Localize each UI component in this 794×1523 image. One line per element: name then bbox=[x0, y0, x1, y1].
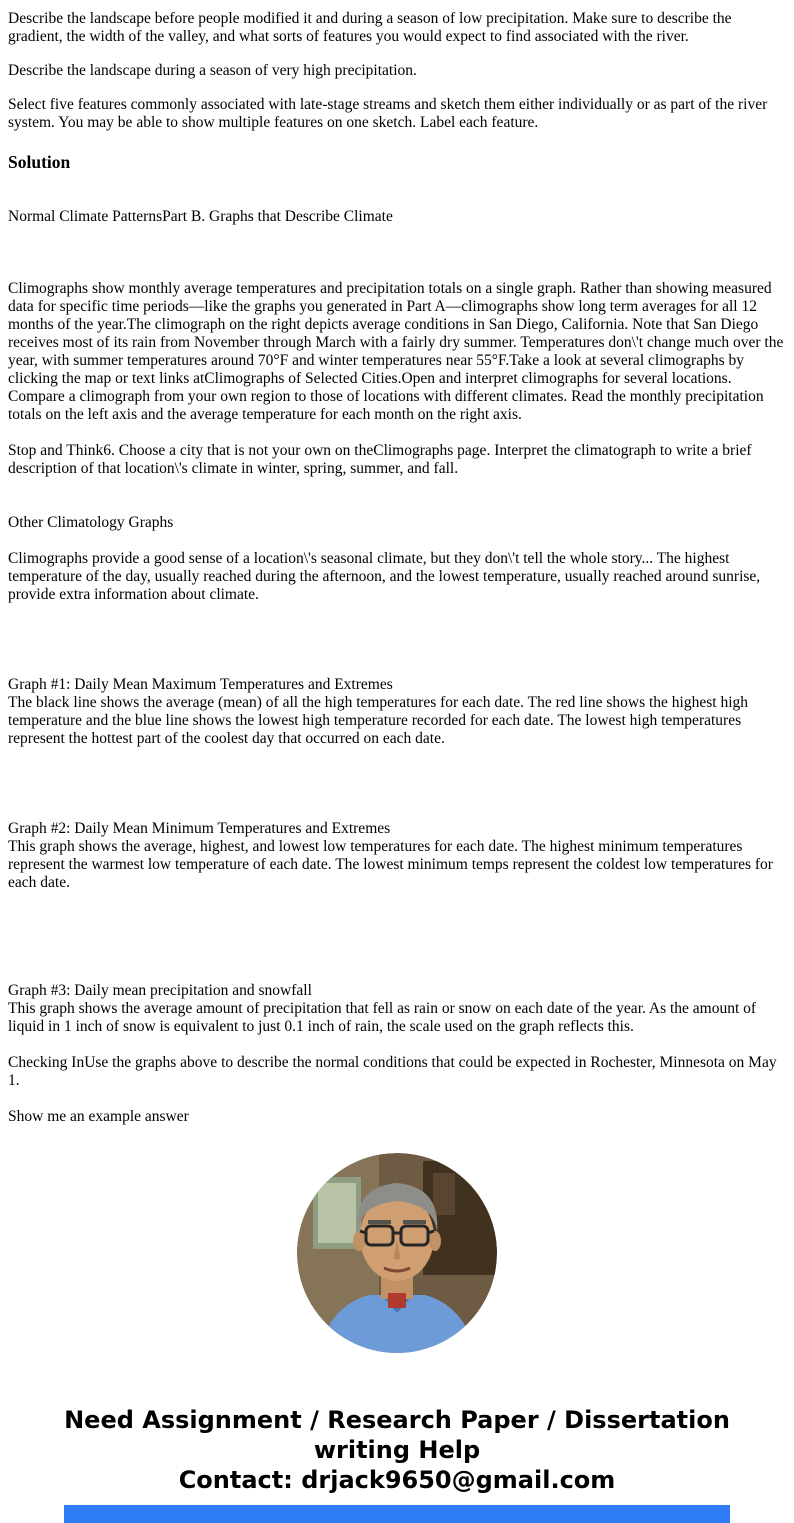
graph1-title: Graph #1: Daily Mean Maximum Temperatures and Extremes bbox=[8, 676, 393, 693]
graph3-title: Graph #3: Daily mean precipitation and snowfall bbox=[8, 982, 312, 999]
document-page bbox=[0, 10, 794, 1523]
graph2-body: This graph shows the average, highest, and lowest low temperatures for each date. The highest minimum temperatures represent the warmest low temperature of each date. The lowest minimum temps represent the coldest low temperatures for each date. bbox=[8, 838, 773, 891]
footer-contact-email: Contact: drjack9650@gmail.com bbox=[178, 1466, 616, 1494]
stop-and-think-paragraph: Stop and Think6. Choose a city that is not your own on theClimographs page. Interpret the climatograph to write a brief description of that location\'s climate in winter, spring, summer, and fall. bbox=[8, 442, 752, 477]
section-title-normal-climate: Normal Climate PatternsPart B. Graphs that Describe Climate bbox=[8, 208, 393, 225]
bottom-blue-bar bbox=[64, 1505, 730, 1523]
question-paragraph-2: Describe the landscape during a season of very high precipitation. bbox=[8, 62, 417, 79]
graph3-body: This graph shows the average amount of precipitation that fell as rain or snow on each date of the year. As the amount of liquid in 1 inch of snow is equivalent to just 0.1 inch of rain, the scale used on the graph reflects this. bbox=[8, 1000, 757, 1035]
question-paragraph-1: Describe the landscape before people modified it and during a season of low precipitation. Make sure to describe the gradient, the width of the valley, and what sorts of features you would expect to find associated with the river. bbox=[8, 10, 732, 45]
footer-help-text: Need Assignment / Research Paper / Dissertation writing Help bbox=[64, 1406, 730, 1464]
question-paragraph-3: Select five features commonly associated with late-stage streams and sketch them either individually or as part of the river system. You may be able to show multiple features on one sketch. Label each feature. bbox=[8, 96, 768, 131]
graph1-body: The black line shows the average (mean) of all the high temperatures for each date. The red line shows the highest high temperature and the blue line shows the lowest high temperature recorded for each date. The lowest high temperatures represent the hottest part of the coolest day that occurred on each date. bbox=[8, 694, 749, 747]
graph1-description bbox=[8, 676, 786, 748]
solution-heading: Solution bbox=[8, 152, 71, 172]
other-climatology-graphs-heading: Other Climatology Graphs bbox=[8, 514, 174, 531]
checking-in-paragraph: Checking InUse the graphs above to describe the normal conditions that could be expected in Rochester, Minnesota on May 1. bbox=[8, 1054, 777, 1089]
show-example-link[interactable]: Show me an example answer bbox=[8, 1108, 189, 1125]
climographs-paragraph: Climographs show monthly average temperatures and precipitation totals on a single graph. Rather than showing measured data for specific time periods—like the graphs you generated in Part A—climographs show long term averages for all 12 months of the year.The climograph on the right depicts average conditions in San Diego, California. Note that San Diego receives most of its rain from November through March with a fairly dry summer. Temperatures don\'t change much over the year, with summer temperatures around 70°F and winter temperatures near 55°F.Take a look at several climographs by clicking the map or text links atClimographs of Selected Cities.Open and interpret climographs for several locations. Compare a climograph from your own region to those of locations with different climates. Read the monthly precipitation totals on the left axis and the average temperature for each month on the right axis. bbox=[8, 280, 784, 423]
tutor-photo bbox=[297, 1153, 497, 1353]
footer-help-block bbox=[41, 1405, 753, 1495]
climograph-limits-paragraph: Climographs provide a good sense of a location\'s seasonal climate, but they don\'t tell the whole story... The highest temperature of the day, usually reached during the afternoon, and the lowest temperature, usually reached around sunrise, provide extra information about climate. bbox=[8, 550, 761, 603]
graph2-title: Graph #2: Daily Mean Minimum Temperatures and Extremes bbox=[8, 820, 391, 837]
graph2-description bbox=[8, 820, 786, 892]
graph3-description bbox=[8, 982, 786, 1036]
tutor-photo-illustration bbox=[297, 1153, 497, 1353]
